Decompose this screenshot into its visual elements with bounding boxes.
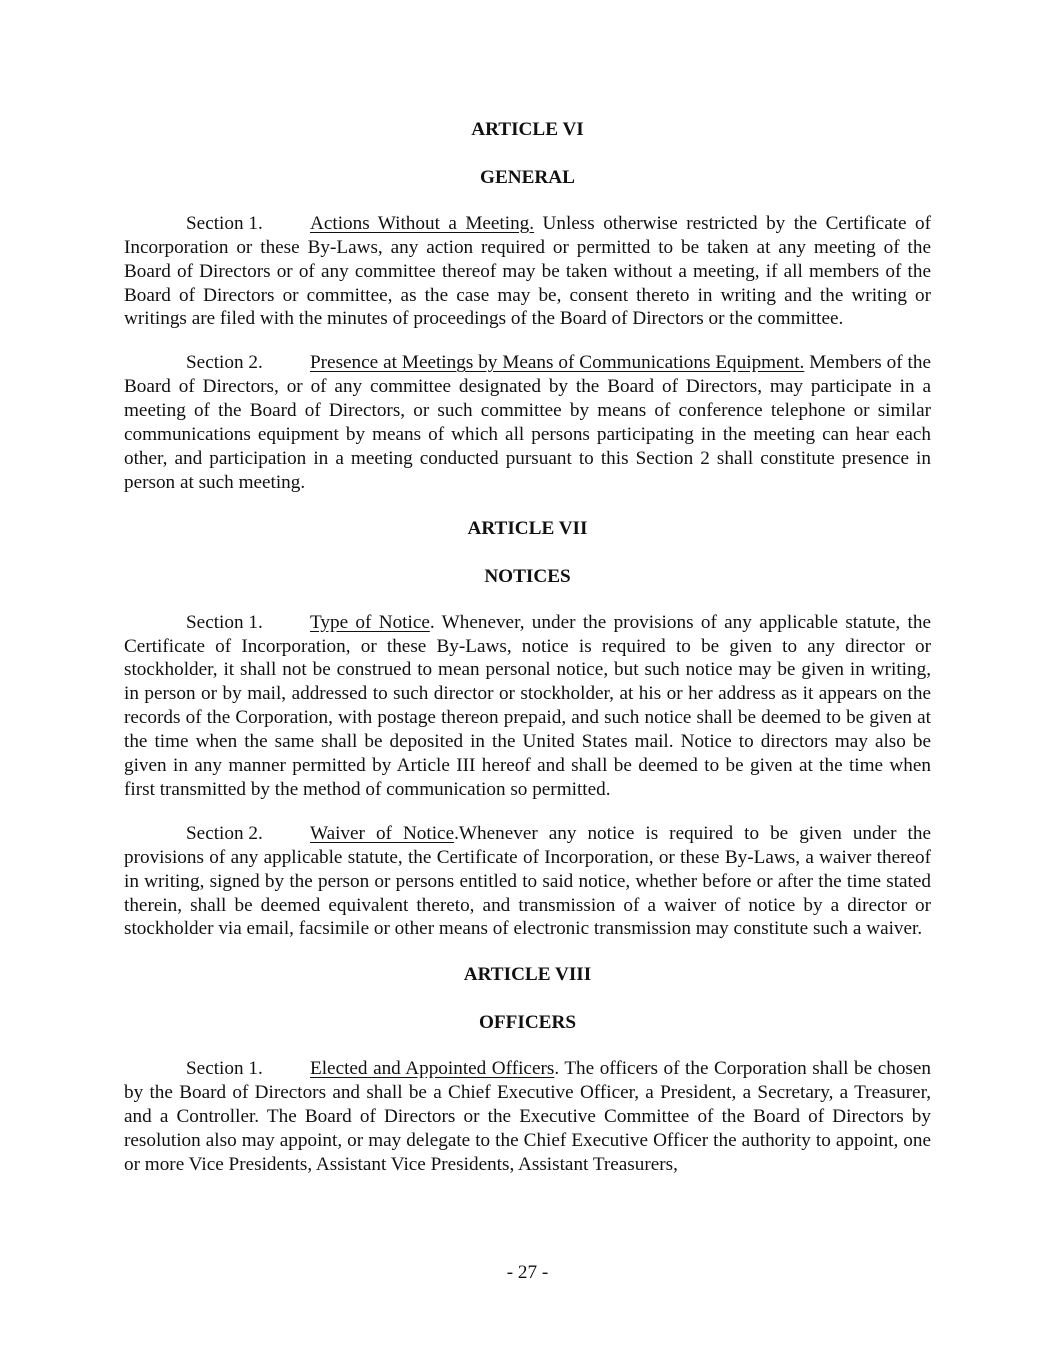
section-heading: Elected and Appointed Officers xyxy=(310,1058,555,1080)
article-vii-title: NOTICES xyxy=(484,565,571,587)
article-viii-section-1 xyxy=(124,1057,931,1177)
section-label: Section 1. xyxy=(186,611,263,633)
section-heading: Actions Without a Meeting. xyxy=(310,212,535,234)
section-text: Members of the Board of Directors, or of any committee designated by the Board of Directors, may participate in a meeting of the Board of Directors, or such committee by means of conference telephone or similar communications equipment by means of which all persons participating in the meeting can hear each other, and participation in a meeting conducted pursuant to this Section 2 shall constitute presence in person at such meeting. xyxy=(124,352,931,493)
section-label: Section 1. xyxy=(186,212,263,234)
section-text: Unless otherwise restricted by the Certificate of Incorporation or these By-Laws, any action required or permitted to be taken at any meeting of the Board of Directors or of any committee thereof may be taken without a meeting, if all members of the Board of Directors or committee, as the case may be, consent thereto in writing and the writing or writings are filed with the minutes of proceedings of the Board of Directors or the committee. xyxy=(124,212,931,330)
section-heading: Type of Notice xyxy=(310,611,430,633)
section-text: .Whenever any notice is required to be given under the provisions of any applicable statute, the Certificate of Incorporation, or these By-Laws, a waiver thereof in writing, signed by the person or persons entitled to said notice, whether before or after the time stated therein, shall be deemed equivalent thereto, and transmission of a waiver of notice by a director or stockholder via email, facsimile or other means of electronic transmission may constitute such a waiver. xyxy=(124,822,931,940)
section-text: . Whenever, under the provisions of any applicable statute, the Certificate of Incorporation, or these By-Laws, notice is required to be given to any director or stockholder, it shall not be construed to mean personal notice, but such notice may be given in writing, in person or by mail, addressed to such director or stockholder, at his or her address as it appears on the records of the Corporation, with postage thereon prepaid, and such notice shall be deemed to be given at the time when the same shall be deposited in the United States mail. Notice to directors may also be given in any manner permitted by Article III hereof and shall be deemed to be given at the time when first transmitted by the method of communication so permitted. xyxy=(124,611,931,800)
article-viii-title: OFFICERS xyxy=(478,1012,576,1034)
section-label: Section 2. xyxy=(186,352,263,374)
article-vi-section-1 xyxy=(124,212,931,332)
article-vii-section-1 xyxy=(124,611,931,802)
article-viii-heading: ARTICLE VIII xyxy=(463,964,592,986)
article-vi-heading: ARTICLE VI xyxy=(471,119,584,140)
section-heading: Waiver of Notice xyxy=(310,822,455,844)
section-heading: Presence at Meetings by Means of Communications Equipment. xyxy=(310,352,805,374)
article-vi-section-2 xyxy=(124,351,931,494)
section-text: . The officers of the Corporation shall be chosen by the Board of Directors and shall be a Chief Executive Officer, a President, a Secretary, a Treasurer, and a Controller. The Board of Directors or the Executive Committee of the Board of Directors by resolution also may appoint, or may delegate to the Chief Executive Officer the authority to appoint, one or more Vice Presidents, Assistant Vice Presidents, Assistant Treasurers, xyxy=(124,1058,931,1175)
article-vii-heading: ARTICLE VII xyxy=(467,517,588,539)
article-vii-section-2 xyxy=(124,822,931,942)
section-label: Section 1. xyxy=(186,1058,263,1080)
article-vi-title: GENERAL xyxy=(480,166,575,188)
document-page xyxy=(124,118,931,1197)
section-label: Section 2. xyxy=(186,822,263,844)
page-number: - 27 - xyxy=(506,1262,549,1283)
